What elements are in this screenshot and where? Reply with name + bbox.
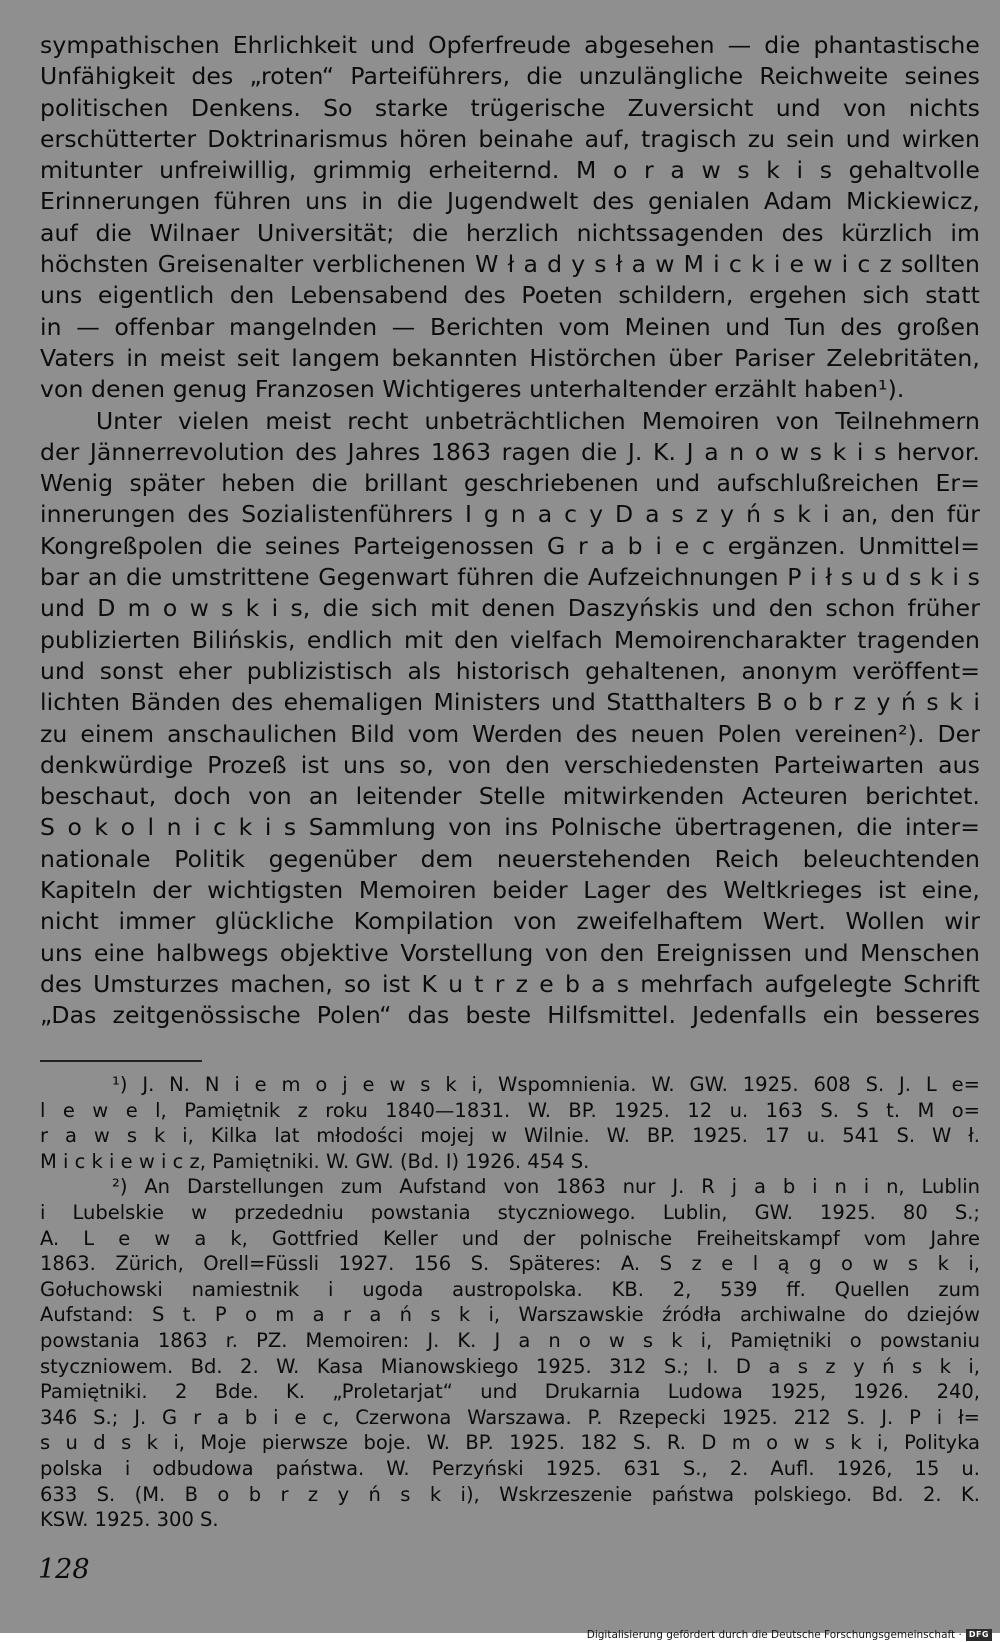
body-line: politischen Denkens. So starke trügerische Zuversicht und von nichts <box>40 93 980 122</box>
footnote-line: KSW. 1925. 300 S. <box>40 1508 219 1532</box>
body-line: „Das zeitgenössische Polen“ das beste Hilfsmittel. Jedenfalls ein besseres <box>40 1001 980 1030</box>
body-line: Vaters in meist seit langem bekannten Histörchen über Pariser Zelebritäten, <box>40 343 980 372</box>
body-line: Unter vielen meist recht unbeträchtlichen Memoiren von Teilnehmern <box>96 406 980 435</box>
body-line: beschaut, doch von an leitender Stelle mitwirkenden Acteuren berichtet. <box>40 782 980 811</box>
digitization-credit <box>587 1629 992 1641</box>
body-line: auf die Wilnaer Universität; die herzlich nichtssagenden des kürzlich im <box>40 218 980 247</box>
body-line: in — offenbar mangelnden — Berichten vom Meinen und Tun des großen <box>40 312 980 341</box>
body-line: mitunter unfreiwillig, grimmig erheiternd. M o r a w s k i s gehaltvolle <box>40 156 980 185</box>
footnotes <box>40 1072 980 1533</box>
body-line: sympathischen Ehrlichkeit und Opferfreude abgesehen — die phantastische <box>40 31 980 59</box>
body-line: Unfähigkeit des „roten“ Parteiführers, die unzulängliche Reichweite seines <box>40 62 980 91</box>
body-line: des Umsturzes machen, so ist K u t r z e b a s mehrfach aufgelegte Schrift <box>40 969 980 998</box>
page-number: 128 <box>38 1554 90 1585</box>
footnote-line: ²) An Darstellungen zum Aufstand von 1863 nur J. R j a b i n i n, Lublin <box>112 1175 980 1199</box>
footnote-rule <box>40 1060 202 1062</box>
body-line: denkwürdige Prozeß ist uns so, von den verschiedensten Parteiwarten aus <box>40 750 980 779</box>
body-line: erschütterter Doktrinarismus hören beinahe auf, tragisch zu sein und wirken <box>40 124 980 153</box>
body-line: bar an die umstrittene Gegenwart führen die Aufzeichnungen P i ł s u d s k i s <box>40 563 980 592</box>
footnote-line: polska i odbudowa państwa. W. Perzyński 1925. 631 S., 2. Aufl. 1926, 15 u. <box>40 1456 980 1480</box>
body-line: höchsten Greisenalter verblichenen W ł a d y s ł a w M i c k i e w i c z sollten <box>40 250 980 279</box>
footnote-line: i Lubelskie w przededniu powstania styczniowego. Lublin, GW. 1925. 80 S.; <box>40 1200 980 1224</box>
body-line: innerungen des Sozialistenführers I g n a c y D a s z y ń s k i an, den für <box>40 500 980 529</box>
body-line: S o k o l n i c k i s Sammlung von ins Polnische übertragenen, die inter= <box>40 813 980 842</box>
body-line: lichten Bänden des ehemaligen Ministers und Statthalters B o b r z y ń s k i <box>40 688 980 717</box>
body-line: von denen genug Franzosen Wichtigeres unterhaltender erzählt haben¹). <box>40 375 905 404</box>
footnote-line: 346 S.; J. G r a b i e c, Czerwona Warszawa. P. Rzepecki 1925. 212 S. J. P i ł= <box>40 1405 980 1429</box>
body-line: nicht immer glückliche Kompilation von zweifelhaftem Wert. Wollen wir <box>40 907 980 936</box>
footnote-line: s u d s k i, Moje pierwsze boje. W. BP. 1925. 182 S. R. D m o w s k i, Polityka <box>40 1431 980 1455</box>
footnote-line: M i c k i e w i c z, Pamiętniki. W. GW. (Bd. I) 1926. 454 S. <box>40 1149 590 1173</box>
credit-text: Digitalisierung gefördert durch die Deutsche Forschungsgemeinschaft · <box>586 1629 962 1641</box>
body-line: zu einem anschaulichen Bild vom Werden des neuen Polen vereinen²). Der <box>40 719 980 748</box>
body-line: und sonst eher publizistisch als historisch gehaltenen, anonym veröffent= <box>40 656 980 685</box>
body-line: publizierten Bilińskis, endlich mit den vielfach Memoirencharakter tragenden <box>40 625 980 654</box>
body-line: Kongreßpolen die seines Parteigenossen G r a b i e c ergänzen. Unmittel= <box>40 531 980 560</box>
body-text <box>40 30 980 1032</box>
footnote-line: r a w s k i, Kilka lat młodości mojej w Wilnie. W. BP. 1925. 17 u. 541 S. W ł. <box>40 1124 980 1148</box>
body-line: uns eigentlich den Lebensabend des Poeten schildern, ergehen sich statt <box>40 281 980 310</box>
footnote-line: Gołuchowski namiestnik i ugoda austropolska. KB. 2, 539 ff. Quellen zum <box>40 1277 980 1301</box>
dfg-logo-icon: DFG <box>966 1629 992 1641</box>
body-line: Wenig später heben die brillant geschriebenen und aufschlußreichen Er= <box>40 469 980 498</box>
footnote-line: 633 S. (M. B o b r z y ń s k i), Wskrzeszenie państwa polskiego. Bd. 2. K. <box>40 1482 980 1506</box>
body-line: und D m o w s k i s, die sich mit denen Daszyńskis und den schon früher <box>40 594 980 623</box>
footnote-line: A. L e w a k, Gottfried Keller und der polnische Freiheitskampf vom Jahre <box>40 1226 980 1250</box>
body-line: der Jännerrevolution des Jahres 1863 ragen die J. K. J a n o w s k i s hervor. <box>40 437 980 466</box>
footnote-line: l e w e l, Pamiętnik z roku 1840—1831. W. BP. 1925. 12 u. 163 S. S t. M o= <box>40 1098 980 1122</box>
footnote-line: 1863. Zürich, Orell=Füssli 1927. 156 S. Späteres: A. S z e l ą g o w s k i, <box>40 1252 980 1276</box>
body-line: Kapiteln der wichtigsten Memoiren beider Lager des Weltkrieges ist eine, <box>40 876 980 905</box>
footnote-line: Pamiętniki. 2 Bde. K. „Proletarjat“ und Drukarnia Ludowa 1925, 1926. 240, <box>40 1380 980 1404</box>
body-line: nationale Politik gegenüber dem neuerstehenden Reich beleuchtenden <box>40 844 980 873</box>
footnote-line: ¹) J. N. N i e m o j e w s k i, Wspomnienia. W. GW. 1925. 608 S. J. L e= <box>112 1073 980 1096</box>
body-line: uns eine halbwegs objektive Vorstellung von den Ereignissen und Menschen <box>40 938 980 967</box>
footnote-line: styczniowem. Bd. 2. W. Kasa Mianowskiego 1925. 312 S.; I. D a s z y ń s k i, <box>40 1354 980 1378</box>
body-line: Erinnerungen führen uns in die Jugendwelt des genialen Adam Mickiewicz, <box>40 187 980 216</box>
footnote-line: Aufstand: S t. P o m a r a ń s k i, Warszawskie źródła archiwalne do dziejów <box>40 1303 980 1327</box>
footnote-line: powstania 1863 r. PZ. Memoiren: J. K. J a n o w s k i, Pamiętniki o powstaniu <box>40 1328 980 1352</box>
